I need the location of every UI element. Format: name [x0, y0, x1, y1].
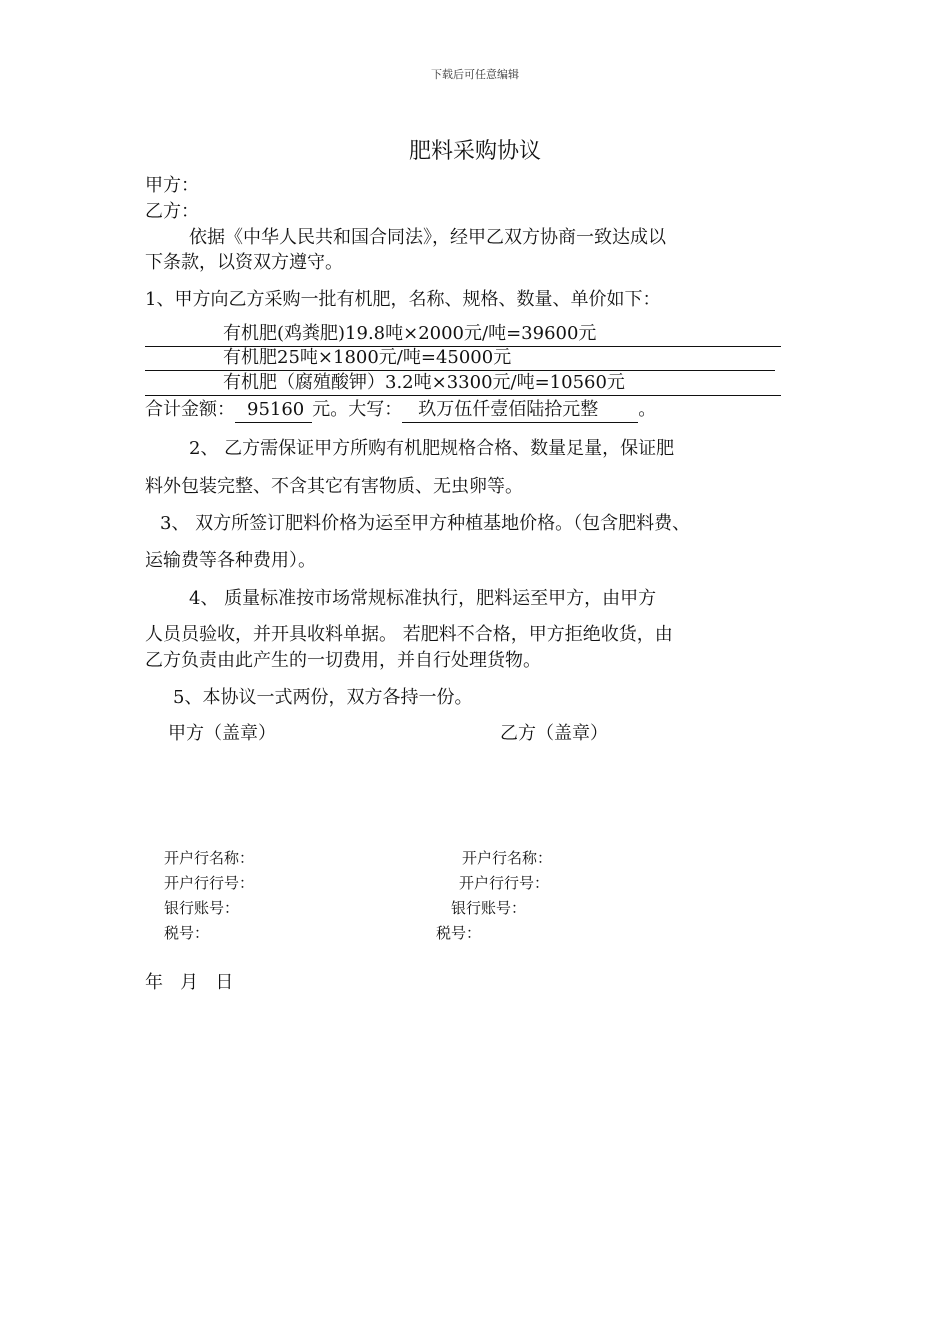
- bank-a-account: 银行账号：: [164, 899, 240, 917]
- bank-a-tax-no: 税号：: [164, 924, 210, 942]
- bank-a-name: 开户行名称：: [164, 849, 255, 867]
- total-amount-line: [145, 398, 656, 423]
- clause-4-line-3: 乙方负责由此产生的一切费用，并自行处理货物。: [145, 650, 541, 671]
- intro-line-1: 依据《中华人民共和国合同法》，经甲乙双方协商一致达成以: [189, 227, 666, 248]
- bank-b-account: 银行账号：: [451, 899, 527, 917]
- clause-4-line-1: 4、 质量标准按市场常规标准执行，肥料运至甲方，由甲方: [189, 588, 657, 609]
- item-line: [145, 323, 781, 347]
- bank-b-tax-no: 税号：: [436, 924, 482, 942]
- total-unit-text: 元。大写：: [312, 399, 403, 420]
- intro-line-2: 下条款，以资双方遵守。: [145, 252, 343, 273]
- total-label: 合计金额：: [145, 399, 235, 420]
- total-in-words: 玖万伍仟壹佰陆拾元整: [402, 398, 638, 423]
- total-amount: 95160: [235, 398, 312, 423]
- item-text: 有机肥25吨×1800元/吨=45000元: [223, 347, 512, 368]
- clause-1: 1、甲方向乙方采购一批有机肥，名称、规格、数量、单价如下：: [145, 289, 661, 310]
- clause-5: 5、本协议一式两份，双方各持一份。: [173, 687, 473, 708]
- clause-4-line-2: 人员员验收，并开具收料单据。 若肥料不合格，甲方拒绝收货，由: [145, 624, 673, 645]
- seal-party-b: 乙方（盖章）: [500, 723, 608, 744]
- total-end: 。: [638, 399, 657, 420]
- item-text: 有机肥(鸡粪肥)19.8吨×2000元/吨=39600元: [223, 323, 597, 344]
- seal-party-a: 甲方（盖章）: [168, 723, 276, 744]
- bank-b-name: 开户行名称：: [462, 849, 553, 867]
- page-title: 肥料采购协议: [408, 139, 541, 164]
- header-note: 下载后可任意编辑: [431, 68, 519, 81]
- bank-a-number: 开户行行号：: [164, 874, 255, 892]
- clause-3-line-2: 运输费等各种费用）。: [145, 550, 316, 571]
- party-a-label: 甲方：: [145, 175, 199, 196]
- clause-2-line-1: 2、 乙方需保证甲方所购有机肥规格合格、数量足量，保证肥: [189, 438, 675, 459]
- item-text: 有机肥（腐殖酸钾）3.2吨×3300元/吨=10560元: [223, 372, 625, 393]
- party-b-label: 乙方：: [145, 201, 199, 222]
- clause-2-line-2: 料外包装完整、不含其它有害物质、无虫卵等。: [145, 476, 523, 497]
- bank-b-number: 开户行行号：: [459, 874, 550, 892]
- clause-3-line-1: 3、 双方所签订肥料价格为运至甲方种植基地价格。（包含肥料费、: [160, 513, 691, 534]
- item-line: [145, 347, 775, 371]
- date-line: 年 月 日: [145, 972, 234, 993]
- item-line: [145, 372, 781, 396]
